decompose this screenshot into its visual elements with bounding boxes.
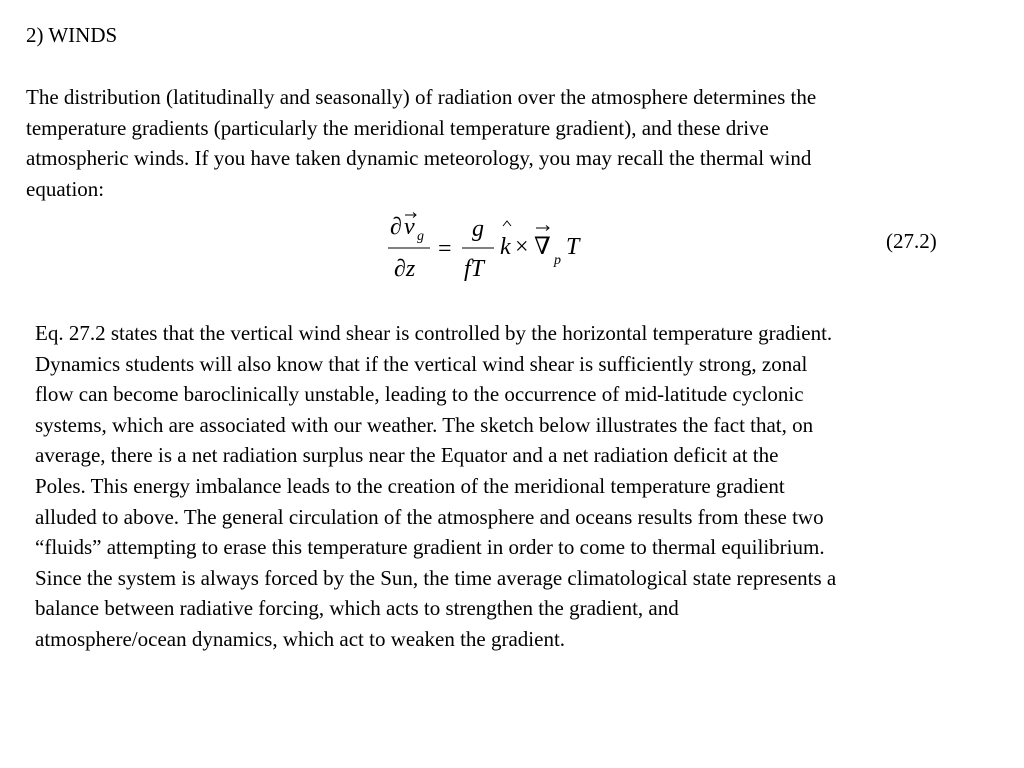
paragraph-line: atmosphere/ocean dynamics, which act to weaken the gradient.: [35, 626, 566, 651]
unit-vector-k: k: [500, 234, 511, 260]
thermal-wind-equation: [386, 206, 598, 286]
paragraph-line: equation:: [26, 176, 105, 201]
equation-number: (27.2): [886, 229, 937, 253]
partial-z: ∂z: [394, 256, 416, 282]
body-paragraph: [35, 318, 836, 655]
nabla-operator: ∇: [534, 234, 551, 260]
intro-paragraph: [26, 82, 816, 204]
paragraph-line: Eq. 27.2 states that the vertical wind shear is controlled by the horizontal temperature gradient.: [35, 321, 833, 345]
coriolis-temperature: fT: [464, 256, 485, 282]
paragraph-line: atmospheric winds. If you have taken dynamic meteorology, you may recall the thermal wind: [26, 146, 812, 171]
paragraph-line: average, there is a net radiation surplus near the Equator and a net radiation deficit at the: [35, 443, 779, 468]
paragraph-line: Since the system is always forced by the Sun, the time average climatological state represents a: [35, 565, 837, 590]
paragraph-line: systems, which are associated with our weather. The sketch below illustrates the fact that, on: [35, 412, 814, 437]
vector-arrow-icon: [536, 226, 549, 231]
equals-sign: =: [438, 236, 452, 262]
gravity-g: g: [472, 216, 484, 242]
paragraph-line: temperature gradients (particularly the meridional temperature gradient), and these drive: [26, 115, 769, 140]
section-heading: 2) WINDS: [26, 23, 118, 47]
partial-symbol: ∂: [390, 214, 402, 240]
hat-icon: [503, 221, 511, 226]
paragraph-line: Dynamics students will also know that if the vertical wind shear is sufficiently strong, zonal: [35, 351, 808, 376]
paragraph-line: flow can become baroclinically unstable, leading to the occurrence of mid-latitude cyclonic: [35, 382, 804, 407]
geostrophic-subscript: g: [417, 229, 424, 244]
pressure-subscript: p: [554, 253, 561, 268]
paragraph-line: Poles. This energy imbalance leads to the creation of the meridional temperature gradient: [35, 473, 785, 498]
temperature-t: T: [566, 234, 580, 260]
cross-product-sign: ×: [515, 234, 529, 260]
paragraph-line: “fluids” attempting to erase this temperature gradient in order to come to thermal equilibrium.: [35, 535, 825, 560]
paragraph-line: alluded to above. The general circulation of the atmosphere and oceans results from these two: [35, 504, 824, 529]
wind-vector-v: v: [404, 214, 415, 240]
paragraph-line: The distribution (latitudinally and seasonally) of radiation over the atmosphere determines the: [26, 85, 817, 109]
paragraph-line: balance between radiative forcing, which acts to strengthen the gradient, and: [35, 596, 679, 621]
